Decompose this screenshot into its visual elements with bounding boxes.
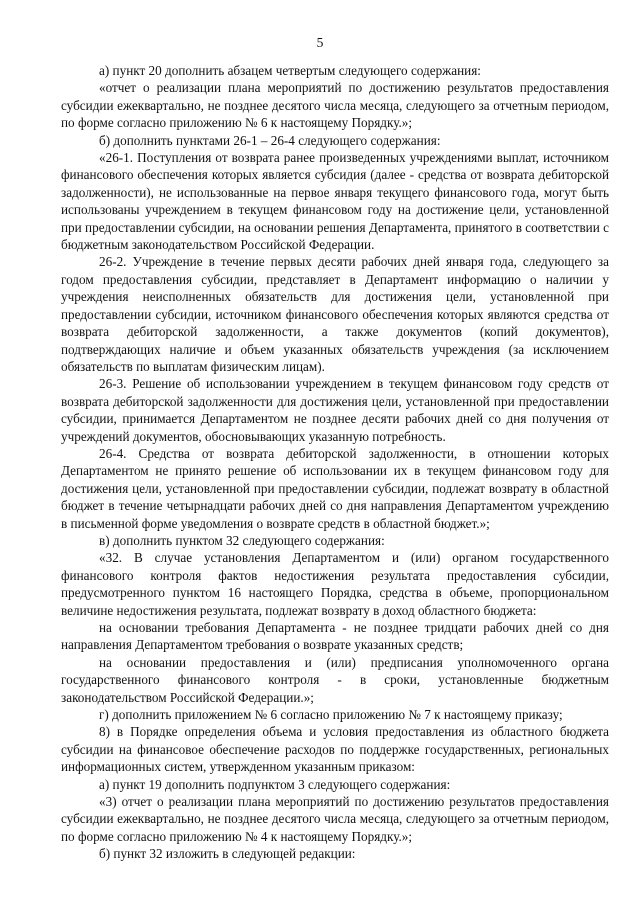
page-number: 5 <box>316 35 324 50</box>
paragraph: на основании предоставления и (или) предписания уполномоченного органа государственного финансового контроля - в сроки, установленные бюджетным законодательством Российской Федерации.»; <box>61 654 609 705</box>
paragraph: «отчет о реализации плана мероприятий по достижению результатов предоставления субсидии ежеквартально, не позднее десятого числа месяца, следующего за отчетным периодом, по форме согласно приложению № 6 к настоящему Порядку.»; <box>61 80 609 131</box>
paragraph: 26-4. Средства от возврата дебиторской задолженности, в отношении которых Департаментом не принято решение об использовании их в текущем финансовом году для достижения цели, установленной при предоставлении субсидии, подлежат возврату в областной бюджет в течение четырнадцати рабочих дней со дня направления Департаментом учреждению в письменной форме уведомления о возврате средств в областной бюджет.»; <box>61 445 609 531</box>
document-body <box>61 62 609 863</box>
paragraph: «32. В случае установления Департаментом и (или) органом государственного финансового контроля фактов недостижения результата предоставления субсидии, предусмотренного пунктом 16 настоящего Порядка, средства в объеме, пропорциональном величине недостижения результата, подлежат возврату в доход областного бюджета: <box>61 550 609 618</box>
paragraph: 8) в Порядке определения объема и условия предоставления из областного бюджета субсидии на финансовое обеспечение расходов по поддержке государственных, региональных информационных систем, утвержденном указанным приказом: <box>61 724 609 775</box>
paragraph: 26-3. Решение об использовании учреждением в текущем финансовом году средств от возврата дебиторской задолженности для достижения цели, установленной при предоставлении субсидии, принимается Департаментом не позднее десяти рабочих дней со дня получения от учреждений документов, обосновывающих указанную потребность. <box>61 376 609 444</box>
paragraph: б) пункт 32 изложить в следующей редакции: <box>99 846 356 862</box>
paragraph: в) дополнить пунктом 32 следующего содержания: <box>99 532 385 548</box>
paragraph: а) пункт 19 дополнить подпунктом 3 следующего содержания: <box>99 776 451 792</box>
paragraph: г) дополнить приложением № 6 согласно приложению № 7 к настоящему приказу; <box>99 707 563 723</box>
paragraph: а) пункт 20 дополнить абзацем четвертым следующего содержания: <box>99 63 481 78</box>
paragraph: «26-1. Поступления от возврата ранее произведенных учреждениями выплат, источником финансового обеспечения которых является субсидия (далее - средства от возврата дебиторской задолженности), не использованные на первое января текущего финансового года, могут быть использованы учреждением в текущем финансовом году на достижение цели, установленной при предоставлении субсидии, на основании решения Департамента, принятого в соответствии с бюджетным законодательством Российской Федерации. <box>61 150 609 253</box>
paragraph: на основании требования Департамента - не позднее тридцати рабочих дней со дня направления Департаментом требования о возврате указанных средств; <box>61 620 609 653</box>
paragraph: б) дополнить пунктами 26-1 – 26-4 следующего содержания: <box>99 132 441 148</box>
paragraph: 26-2. Учреждение в течение первых десяти рабочих дней января года, следующего за годом предоставления субсидии, представляет в Департамент информацию о наличии у учреждения неисполненных обязательств для достижения цели, установленной при предоставлении субсидии, источником финансового обеспечения которых являются средства от возврата дебиторской задолженности, а также документов (копий документов), подтверждающих наличие и объем указанных обязательств учреждения (за исключением обязательств по выплатам физическим лицам). <box>61 254 609 374</box>
paragraph: «3) отчет о реализации плана мероприятий по достижению результатов предоставления субсидии ежеквартально, не позднее десятого числа месяца, следующего за отчетным периодом, по форме согласно приложению № 4 к настоящему Порядку.»; <box>61 794 609 844</box>
